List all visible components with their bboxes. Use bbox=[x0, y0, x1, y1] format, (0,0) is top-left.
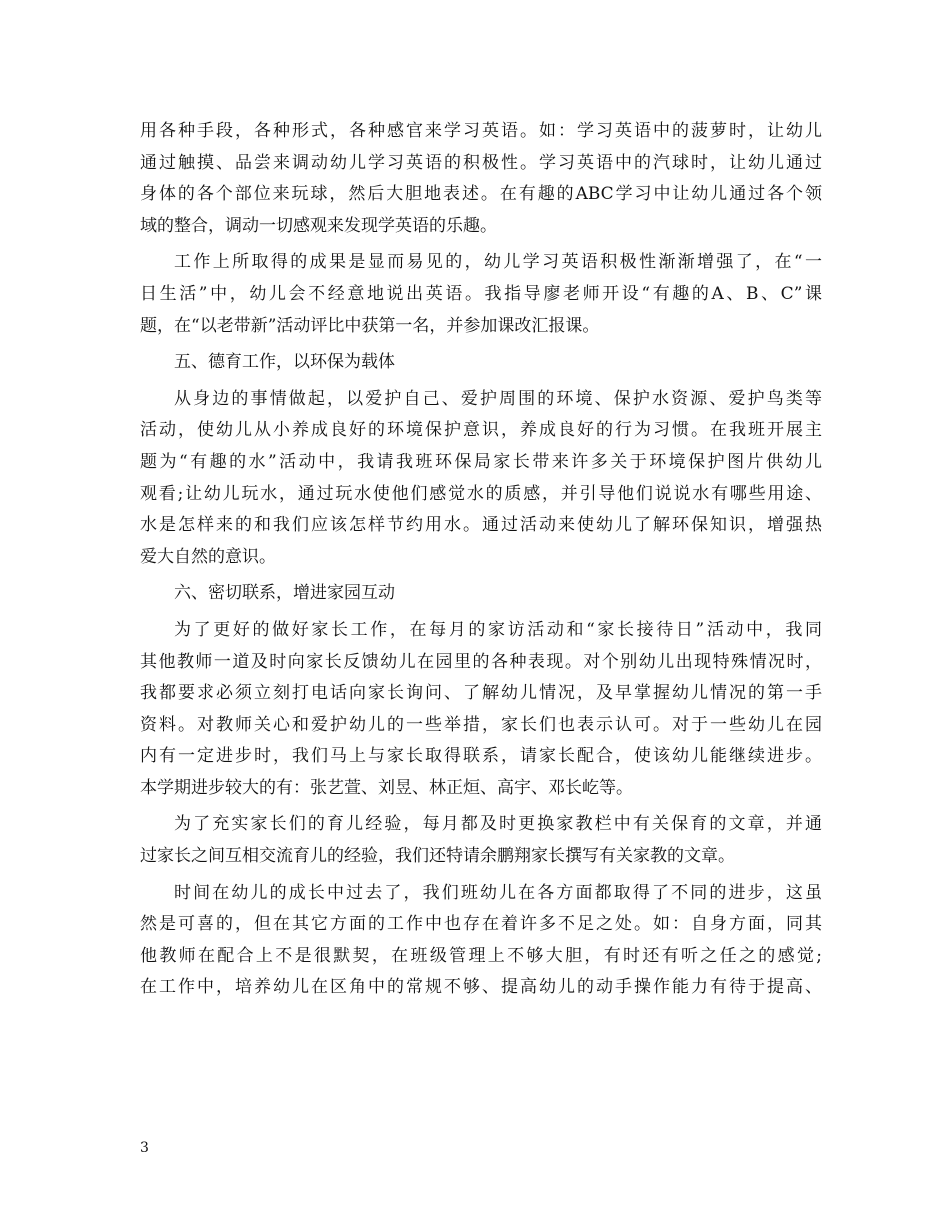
section-heading: 五、德育工作，以环保为载体 bbox=[174, 352, 395, 373]
text-line: 我都要求必须立刻打电话向家长询问、了解幼儿情况，及早掌握幼儿情况的第一手 bbox=[140, 683, 822, 704]
text-line: 域的整合，调动一切感观来发现学英语的乐趣。 bbox=[140, 215, 497, 236]
text-line: 通过触摸、品尝来调动幼儿学习英语的积极性。学习英语中的汽球时，让幼儿通过 bbox=[140, 152, 822, 173]
page-number: 3 bbox=[140, 1140, 149, 1156]
section-heading: 六、密切联系，增进家园互动 bbox=[174, 583, 395, 604]
text-line: 然是可喜的，但在其它方面的工作中也存在着许多不足之处。如：自身方面，同其 bbox=[140, 914, 822, 935]
text-line: 题为“有趣的水”活动中，我请我班环保局家长带来许多关于环境保护图片供幼儿 bbox=[140, 451, 822, 472]
text-line: 观看;让幼儿玩水，通过玩水使他们感觉水的质感，并引导他们说说水有哪些用途、 bbox=[140, 483, 822, 504]
text-line: 为了充实家长们的育儿经验，每月都及时更换家教栏中有关保育的文章，并通 bbox=[174, 814, 822, 835]
text-line: 资料。对教师关心和爱护幼儿的一些举措，家长们也表示认可。对于一些幼儿在园 bbox=[140, 714, 822, 735]
text-line: 爱大自然的意识。 bbox=[140, 546, 276, 567]
text-line: 用各种手段，各种形式，各种感官来学习英语。如：学习英语中的菠萝时，让幼儿 bbox=[140, 121, 822, 141]
text-line: 身体的各个部位来玩球，然后大胆地表述。在有趣的ABC学习中让幼儿通过各个领 bbox=[140, 184, 822, 205]
text-line: 他教师在配合上不是很默契，在班级管理上不够大胆，有时还有听之任之的感觉; bbox=[140, 945, 822, 966]
text-line: 本学期进步较大的有：张艺萱、刘昱、林正烜、高宇、邓长屹等。 bbox=[140, 777, 633, 798]
text-line: 时间在幼儿的成长中过去了，我们班幼儿在各方面都取得了不同的进步，这虽 bbox=[174, 882, 822, 903]
text-line: 过家长之间互相交流育儿的经验，我们还特请余鹏翔家长撰写有关家教的文章。 bbox=[140, 846, 735, 867]
text-line: 题，在“以老带新”活动评比中获第一名，并参加课改汇报课。 bbox=[140, 315, 600, 336]
text-line: 水是怎样来的和我们应该怎样节约用水。通过活动来使幼儿了解环保知识，增强热 bbox=[140, 515, 822, 536]
text-line: 工作上所取得的成果是显而易见的，幼儿学习英语积极性渐渐增强了，在“一 bbox=[174, 252, 822, 273]
text-line: 其他教师一道及时向家长反馈幼儿在园里的各种表现。对个别幼儿出现特殊情况时， bbox=[140, 651, 822, 672]
document-body bbox=[140, 116, 822, 1004]
text-line: 内有一定进步时，我们马上与家长取得联系，请家长配合，使该幼儿能继续进步。 bbox=[140, 746, 822, 767]
text-line: 从身边的事情做起，以爱护自己、爱护周围的环境、保护水资源、爱护鸟类等 bbox=[174, 388, 822, 409]
text-line: 活动，使幼儿从小养成良好的环境保护意识，养成良好的行为习惯。在我班开展主 bbox=[140, 420, 822, 441]
text-line: 在工作中，培养幼儿在区角中的常规不够、提高幼儿的动手操作能力有待于提高、 bbox=[140, 977, 822, 998]
text-line: 日生活”中，幼儿会不经意地说出英语。我指导廖老师开设“有趣的A、B、C”课 bbox=[140, 283, 822, 304]
text-line: 为了更好的做好家长工作，在每月的家访活动和“家长接待日”活动中，我同 bbox=[174, 619, 822, 640]
